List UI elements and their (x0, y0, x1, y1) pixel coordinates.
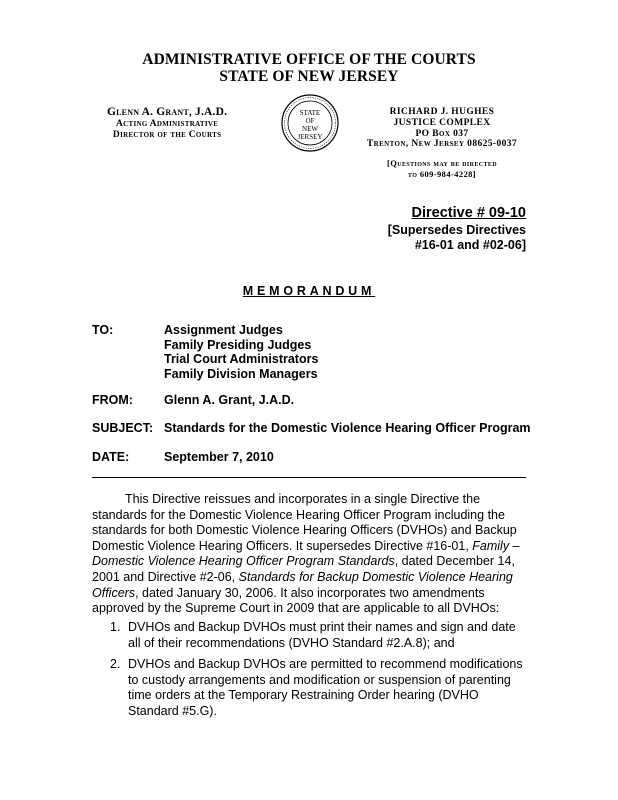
intro-paragraph (92, 492, 528, 617)
contact-note-line-2: to 609-984-4228] (407, 168, 477, 179)
list-item-number: 2. (110, 657, 121, 671)
list-item-number: 1. (110, 620, 121, 634)
address-line-1: RICHARD J. HUGHES (389, 107, 495, 117)
recipient-item: Family Division Managers (164, 366, 318, 381)
contact-note-line-1: [Questions may be directed (386, 158, 498, 169)
para-text-2: , dated December 14, 2001 and Directive #2-06, (92, 554, 515, 584)
recipient-item: Trial Court Administrators (164, 352, 319, 366)
seal-text-3: NEW (302, 125, 318, 133)
list-item (110, 657, 530, 719)
from-value: Glenn A. Grant, J.A.D. (164, 393, 295, 407)
list-item-text: DVHOs and Backup DVHOs are permitted to recommend modifications to custody arrangements and modification or suspension of parenting time orders at the Temporary Restraining Order hearing (DVHO Standard #5.G). (128, 657, 523, 718)
directive-title-1: Family – Domestic Violence Hearing Officer Program Standards (92, 538, 520, 569)
to-label: TO: (92, 323, 114, 337)
state-seal-icon (280, 93, 340, 153)
list-item-text: DVHOs and Backup DVHOs must print their names and sign and date all of their recommendations (DVHO Standard #2.A.8); and (128, 620, 516, 650)
subject-value: Standards for the Domestic Violence Hearing Officer Program (164, 421, 531, 435)
state-name: STATE OF NEW JERSEY (219, 68, 399, 85)
supersedes-line-1: [Supersedes Directives (387, 223, 526, 237)
seal-text-1: STATE (299, 109, 321, 117)
office-name: ADMINISTRATIVE OFFICE OF THE COURTS (142, 51, 476, 68)
subject-label: SUBJECT: (92, 421, 154, 435)
list-item (110, 620, 530, 651)
address-line-2: JUSTICE COMPLEX (393, 117, 491, 128)
seal-text-4: JERSEY (297, 133, 323, 141)
date-label: DATE: (92, 450, 130, 464)
header-divider (92, 477, 526, 478)
supersedes-line-2: #16-01 and #02-06] (414, 238, 526, 252)
directive-number: Directive # 09-10 (411, 205, 526, 221)
address-line-3: PO Box 037 (415, 128, 469, 139)
from-label: FROM: (92, 393, 133, 407)
para-text-1: This Directive reissues and incorporates in a single Directive the standards for the Domestic Violence Hearing Officer Program including the standards for both Domestic Violence Hearing Officers (DVHOs) and Backup Domestic Violence Hearing Officers. It supersedes Directive #16-01, (92, 492, 517, 553)
memo-title: MEMORANDUM (242, 284, 376, 298)
date-value: September 7, 2010 (164, 450, 274, 464)
director-title-line2: Director of the Courts (112, 130, 222, 140)
director-block (107, 106, 227, 141)
recipient-item: Family Presiding Judges (164, 337, 312, 352)
recipient-item: Assignment Judges (164, 323, 283, 337)
address-line-4: Trenton, New Jersey 08625-0037 (366, 139, 518, 150)
director-title-line1: Acting Administrative (115, 119, 219, 129)
director-name: Glenn A. Grant, J.A.D. (107, 106, 228, 118)
seal-text-2: OF (305, 117, 315, 125)
para-text-3: , dated January 30, 2006. It also incorporates two amendments approved by the Supreme Court in 2009 that are applicable to all DVHOs: (92, 585, 500, 616)
recipient-list (164, 323, 318, 381)
directive-title-2: Standards for Backup Domestic Violence Hearing Officers (92, 569, 513, 600)
address-block (357, 107, 527, 179)
